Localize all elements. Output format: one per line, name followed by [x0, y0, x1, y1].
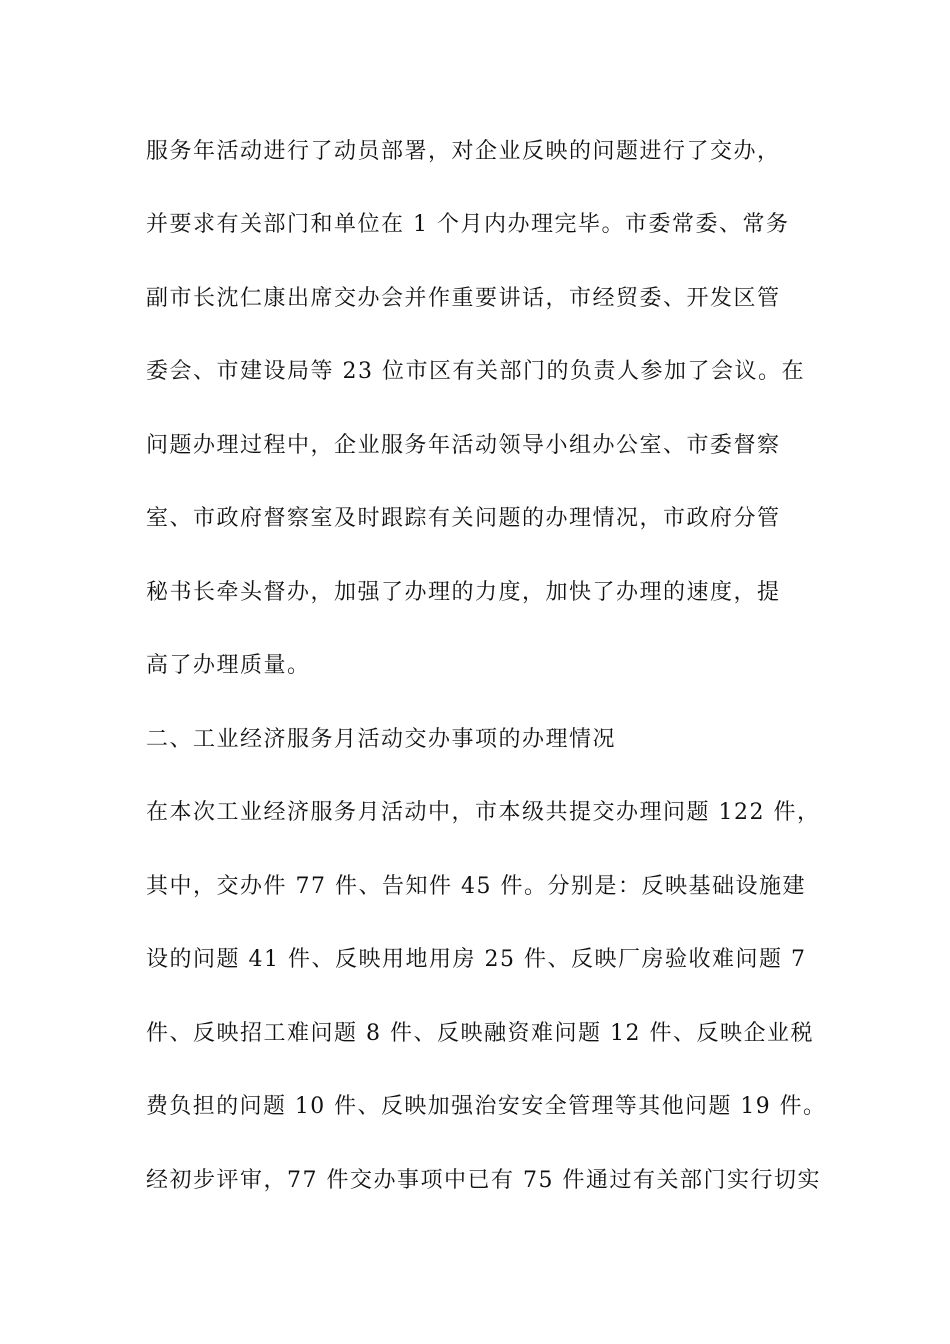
text-line: 在本次工业经济服务月活动中，市本级共提交办理问题 122 件，	[146, 800, 821, 825]
text-line: 问题办理过程中，企业服务年活动领导小组办公室、市委督察	[146, 433, 781, 458]
text-line: 件、反映招工难问题 8 件、反映融资难问题 12 件、反映企业税	[146, 1021, 814, 1046]
text-line: 经初步评审，77 件交办事项中已有 75 件通过有关部门实行切实	[146, 1168, 821, 1193]
text-line: 费负担的问题 10 件、反映加强治安安全管理等其他问题 19 件。	[146, 1094, 827, 1119]
text-line: 副市长沈仁康出席交办会并作重要讲话，市经贸委、开发区管	[146, 286, 781, 311]
section-heading: 二、工业经济服务月活动交办事项的办理情况	[146, 727, 617, 752]
text-line: 设的问题 41 件、反映用地用房 25 件、反映厂房验收难问题 7	[146, 947, 807, 972]
text-line: 委会、市建设局等 23 位市区有关部门的负责人参加了会议。在	[146, 359, 805, 384]
text-line: 服务年活动进行了动员部署，对企业反映的问题进行了交办，	[146, 139, 781, 164]
text-line: 高了办理质量。	[146, 653, 311, 678]
text-line: 秘书长牵头督办，加强了办理的力度，加快了办理的速度，提	[146, 580, 781, 605]
text-line: 并要求有关部门和单位在 1 个月内办理完毕。市委常委、常务	[146, 212, 790, 237]
text-line: 其中，交办件 77 件、告知件 45 件。分别是：反映基础设施建	[146, 874, 806, 899]
text-line: 室、市政府督察室及时跟踪有关问题的办理情况，市政府分管	[146, 506, 781, 531]
